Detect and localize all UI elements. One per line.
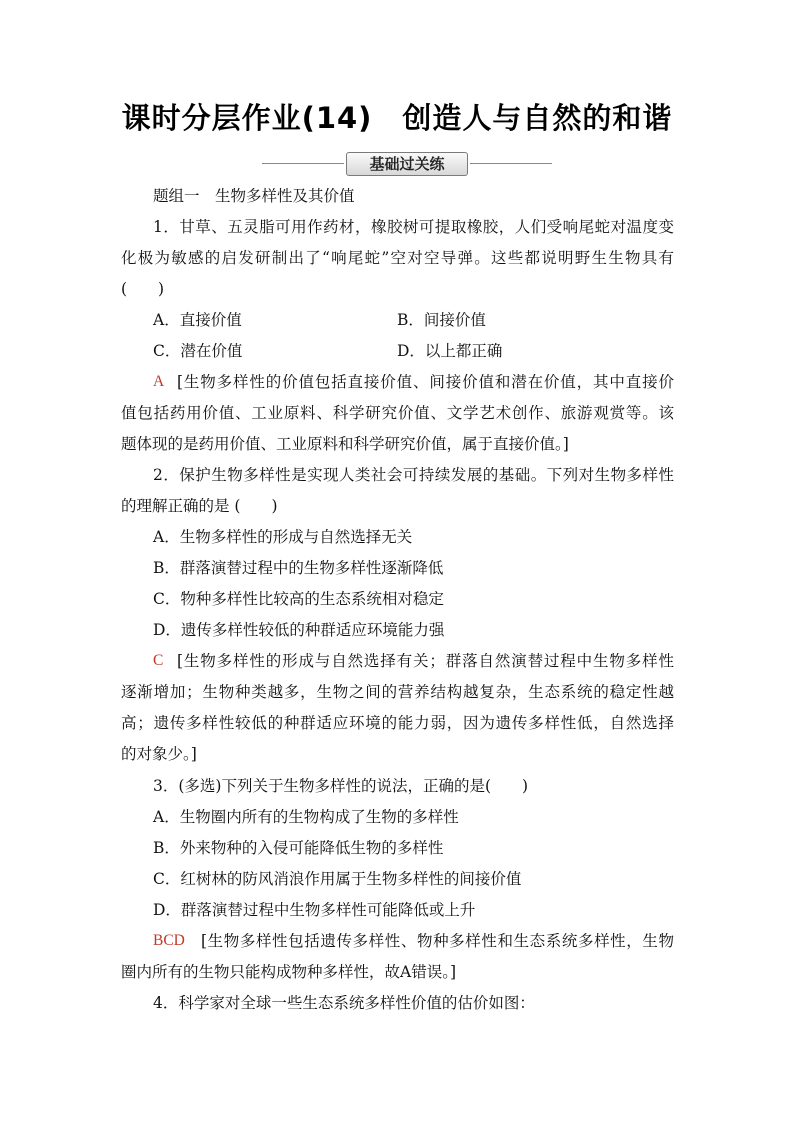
q1-explanation-line-2: 值包括药用价值、工业原料、科学研究价值、文学艺术创作、旅游观赏等。该	[121, 404, 674, 422]
q1-explanation-line-1: [生物多样性的价值包括直接价值、间接价值和潜在价值，其中直接价	[177, 373, 674, 391]
q2-stem-line-2: 的理解正确的是 ( )	[121, 497, 278, 515]
q2-option-c: C．物种多样性比较高的生态系统相对稳定	[153, 590, 444, 608]
divider-left	[262, 163, 344, 164]
q1-option-b: B．间接价值	[397, 311, 486, 329]
q3-answer: BCD	[153, 932, 185, 949]
q1-explanation-line-3: 题体现的是药用价值、工业原料和科学研究价值，属于直接价值。]	[121, 435, 569, 453]
q2-option-a: A．生物多样性的形成与自然选择无关	[153, 528, 413, 546]
q2-option-b: B．群落演替过程中的生物多样性逐渐降低	[153, 559, 444, 577]
q2-stem-line-1: 2．保护生物多样性是实现人类社会可持续发展的基础。下列对生物多样性	[153, 466, 674, 484]
q1-option-c: C．潜在价值	[153, 342, 243, 360]
q2-explanation-line-3: 高；遗传多样性较低的种群适应环境的能力弱，因为遗传多样性低，自然选择	[121, 714, 674, 732]
q2-explanation-line-1: [生物多样性的形成与自然选择有关；群落自然演替过程中生物多样性	[177, 652, 674, 670]
q2-option-d: D．遗传多样性较低的种群适应环境能力强	[153, 621, 445, 639]
page-title: 课时分层作业(14) 创造人与自然的和谐	[121, 101, 673, 135]
q3-option-b: B．外来物种的入侵可能降低生物的多样性	[153, 839, 444, 857]
q3-stem-line-1: 3．(多选)下列关于生物多样性的说法，正确的是( )	[153, 777, 529, 795]
section-header	[262, 152, 552, 176]
q3-explanation-line-1: [生物多样性包括遗传多样性、物种多样性和生态系统多样性，生物	[201, 932, 674, 950]
q1-stem-line-2: 化极为敏感的启发研制出了“响尾蛇”空对空导弹。这些都说明野生生物具有	[121, 249, 674, 267]
q3-explanation-line-2: 圈内所有的生物只能构成物种多样性，故A错误。]	[121, 963, 456, 981]
q1-option-d: D．以上都正确	[397, 342, 503, 360]
q1-stem-line-1: 1．甘草、五灵脂可用作药材，橡胶树可提取橡胶，人们受响尾蛇对温度变	[153, 218, 674, 236]
q2-explanation-line-4: 的对象少。]	[121, 745, 197, 763]
group-heading: 题组一 生物多样性及其价值	[153, 187, 355, 205]
q3-option-d: D．群落演替过程中生物多样性可能降低或上升	[153, 901, 476, 919]
q1-stem-line-3: ( )	[121, 280, 165, 298]
q3-option-a: A．生物圈内所有的生物构成了生物的多样性	[153, 808, 459, 826]
q3-option-c: C．红树林的防风消浪作用属于生物多样性的间接价值	[153, 870, 522, 888]
divider-right	[470, 163, 552, 164]
q2-answer: C	[153, 652, 164, 669]
section-badge: 基础过关练	[346, 152, 468, 176]
q1-answer: A	[153, 373, 165, 390]
q2-explanation-line-2: 逐渐增加；生物种类越多，生物之间的营养结构越复杂，生态系统的稳定性越	[121, 683, 674, 701]
q4-stem-line-1: 4．科学家对全球一些生态系统多样性价值的估价如图：	[153, 994, 535, 1012]
q1-option-a: A．直接价值	[153, 311, 242, 329]
